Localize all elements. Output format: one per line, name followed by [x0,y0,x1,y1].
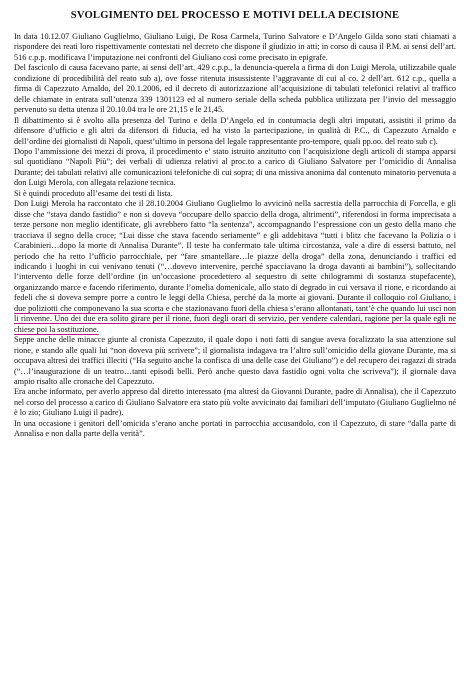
highlighted-passage: Durante il colloquio col Giuliano, i due poliziotti che componevano la sua scorta e che stazionavano fuori della chiesa s’erano allontanati, tant’è che quando lui uscì non li rinvenne. Uno dei due era solito girare per il rione, fuori degli orari di servizio, per vendere calendari, ragione per la quale egli ne chiese poi la sostituzione. [14,293,456,334]
paragraph-text: Dopo l’ammissione dei mezzi di prova, il procedimento e’ stato istruito anzitutto con l’acquisizione degli articoli di stampa apparsi sul quotidiano “Napoli Più”; dei verbali di udienza relativi al proc.to a carico di Giuliano Salvatore per l’omicidio di Annalisa Durante; dei tabulati relativi alle comunicazioni telefoniche di cui sopra; di una missiva anonima dal contenuto minatorio pervenuta a don Luigi Merola, con allegata relazione tecnica. [14,146,456,188]
document-title: SVOLGIMENTO DEL PROCESSO E MOTIVI DELLA DECISIONE [70,10,400,21]
paragraph-text: Il dibattimento si è svolto alla presenza del Turino e della D’Angelo ed in contumacia degli altri imputati, assistiti il primo da difensore d’ufficio e gli altri da difensori di fiducia, ed ha visto la partecipazione, in qualità di P.C., di Capezzuto Arnaldo e dell’ordine dei giornalisti di Napoli, quest’ultimo in persona del legale rappresentante pro-tempore, quali pp.oo. del reato sub c). [14,115,456,146]
paragraph-7 [14,335,456,387]
paragraph-2 [14,63,456,115]
paragraph-text: Seppe anche delle minacce giunte al cronista Capezzuto, il quale dopo i noti fatti di sangue aveva focalizzato la sua attenzione sul rione, e stando alle quali lui “non doveva più scrivere”; il giornalista indagava tra l’altro sull’omicidio della giovane Durante, ma si occupava altresì dei traffici illeciti (“Ha seguito anche la confisca di una delle case dei Giuliano”) e del recupero dei ragazzi di strada (“…l’inaugurazione di un teatro…tanti episodi belli. Però anche questo dava fastidio ogni volta che scriveva”); il giornale dava ampio risalto alle cronache del Capezzuto. [14,335,456,386]
paragraph-text: Si è quindi proceduto all’esame dei testi di lista. [14,188,173,198]
paragraph-4 [14,147,456,189]
paragraph-text: Don Luigi Merola ha raccontato che il 28.10.2004 Giuliano Guglielmo lo avvicinò nella sacrestia della parrocchia di Forcella, e gli disse che “stava dando fastidio” e non si doveva “occupare dello spaccio della droga, altrimenti”, riferendosi in forma imprecisata a terze persone non meglio identificate, gli avrebbero fatto “la sentenza”, accompagnando l’espressione con un gesto della mano che tracciava il segno della croce; “Lui disse che stava facendo seriamente” e gli addebitava “tutti i blitz che facevano la Polizia o i Carabinieri…dopo la morte di Annalisa Durante”. Il teste ha confermato tale ultima circostanza, vale a dire di essersi battuto, nel periodo che ha retto l’ufficio parrocchiale, per “fare smantellare…le piazze della droga” della zona, denunciando i traffici ed indicando i luoghi in cui venivano tenuti (“…dovevo intervenire, perché spacciavano la droga davanti ai bambini”), sollecitando l’intervento delle forze dell’ordine (in un’occasione procedettero al sequestro di sette chilogrammi di sostanza stupefacente), organizzando marce e facendo riferimento, durante l’omelia domenicale, allo stato di degrado in cui versava il rione, e ricordando ai fedeli che si doveva sempre porre a contro le leggi della Chiesa, perché da la morte ai giovani. [14,199,456,303]
paragraph-5 [14,189,456,199]
paragraph-6 [14,199,456,335]
paragraph-8 [14,387,456,418]
paragraph-9 [14,419,456,440]
paragraph-1 [14,32,456,63]
paragraph-3 [14,116,456,147]
paragraph-text: In data 10.12.07 Giuliano Guglielmo, Giuliano Luigi, De Rosa Carmela, Turino Salvatore e D’Angelo Gilda sono stati chiamati a rispondere dei reati loro rispettivamente contestati nel decreto che dispone il giudizio in atti; in corso di causa il P.M. ai sensi dell’art. 516 c.p.p. modificava l’imputazione nei confronti del Giuliano così come precisato in epigrafe. [14,32,456,62]
paragraph-text: Del fascicolo di causa facevano parte, ai sensi dell’art. 429 c.p.p., la denuncia-querela a firma di don Luigi Merola, utilizzabile quale condizione di procedibilità del reato sub a), ove fosse ritenuta insussistente l’aggravante di cui al co. 2 dell’art. 612 c.p., quella a firma di Capezzuto Arnaldo, del 20.1.2006, ed il decreto di autorizzazione all’acquisizione di tabulati telefonici relativi al traffico delle chiamate in entrata sull’utenza 339 1301123 ed al numero seriale della scheda pubblica utilizzata per l’invio del messaggio pervenuto su detta utenza il 20.10.04 tra le ore 21,15 e le 21,45. [14,63,456,115]
paragraph-text: Era anche informato, per averlo appreso dal diretto interessato (ma altresì da Giovanni Durante, padre di Annalisa), che il Capezzuto nel corso del processo a carico di Giuliano Salvatore era stato più volte avvicinato dai familiari dell’imputato (Giuliano Guglielmo né è lo zio; Giuliano Luigi il padre). [14,387,456,418]
paragraph-text: In una occasione i genitori dell’omicida s’erano anche portati in parrocchia accusandolo, con il Capezzuto, di stare “dalla parte di Annalisa e non dalla parte della verità”. [14,418,456,439]
